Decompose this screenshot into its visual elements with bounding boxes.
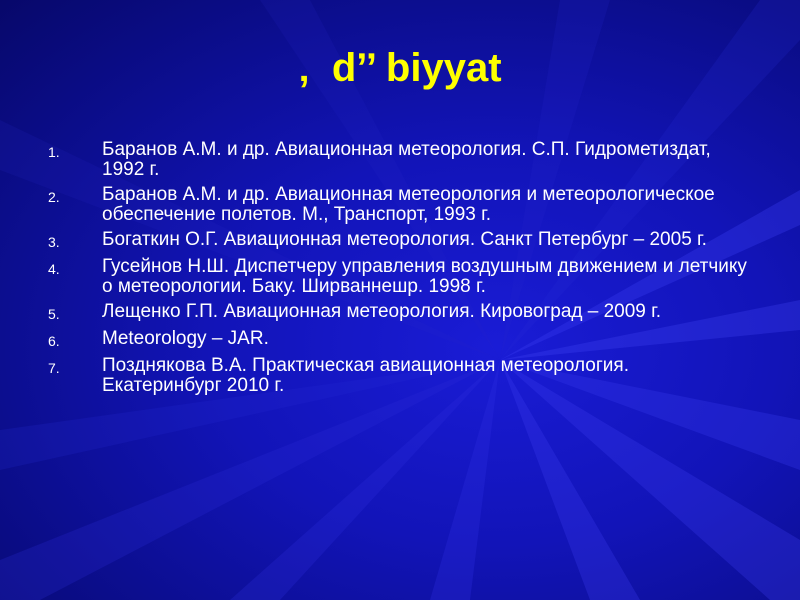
list-item-text: Meteorology – JAR. xyxy=(102,328,269,349)
list-item xyxy=(48,302,748,324)
list-item xyxy=(48,329,748,351)
list-item-text: Гусейнов Н.Ш. Диспетчеру управления воздушным движением и летчику о метеорологии. Баку. Ширваннешр. 1998 г. xyxy=(102,256,747,297)
list-item-text: Лещенко Г.П. Авиационная метеорология. Кировоград – 2009 г. xyxy=(102,301,662,322)
slide-title: ‚ d’’ biyyat xyxy=(298,46,502,90)
list-item xyxy=(48,257,748,297)
list-item-number: 5. xyxy=(48,306,60,322)
list-item-number: 6. xyxy=(48,333,60,349)
list-item xyxy=(48,185,748,225)
list-item-number: 4. xyxy=(48,261,60,277)
list-item-number: 1. xyxy=(48,144,60,160)
list-item xyxy=(48,356,748,396)
reference-list xyxy=(48,140,748,401)
list-item-text: Позднякова В.А. Практическая авиационная метеорология. Екатеринбург 2010 г. xyxy=(102,355,629,396)
list-item-text: Богаткин О.Г. Авиационная метеорология. Санкт Петербург – 2005 г. xyxy=(102,229,707,250)
list-item xyxy=(48,230,748,252)
list-item-number: 3. xyxy=(48,234,60,250)
list-item xyxy=(48,140,748,180)
list-item-number: 2. xyxy=(48,189,60,205)
list-item-text: Баранов А.М. и др. Авиационная метеорология и метеорологическое обеспечение полетов. М., Транспорт, 1993 г. xyxy=(102,184,715,225)
list-item-number: 7. xyxy=(48,360,60,376)
list-item-text: Баранов А.М. и др. Авиационная метеорология. С.П. Гидрометиздат, 1992 г. xyxy=(102,139,711,180)
